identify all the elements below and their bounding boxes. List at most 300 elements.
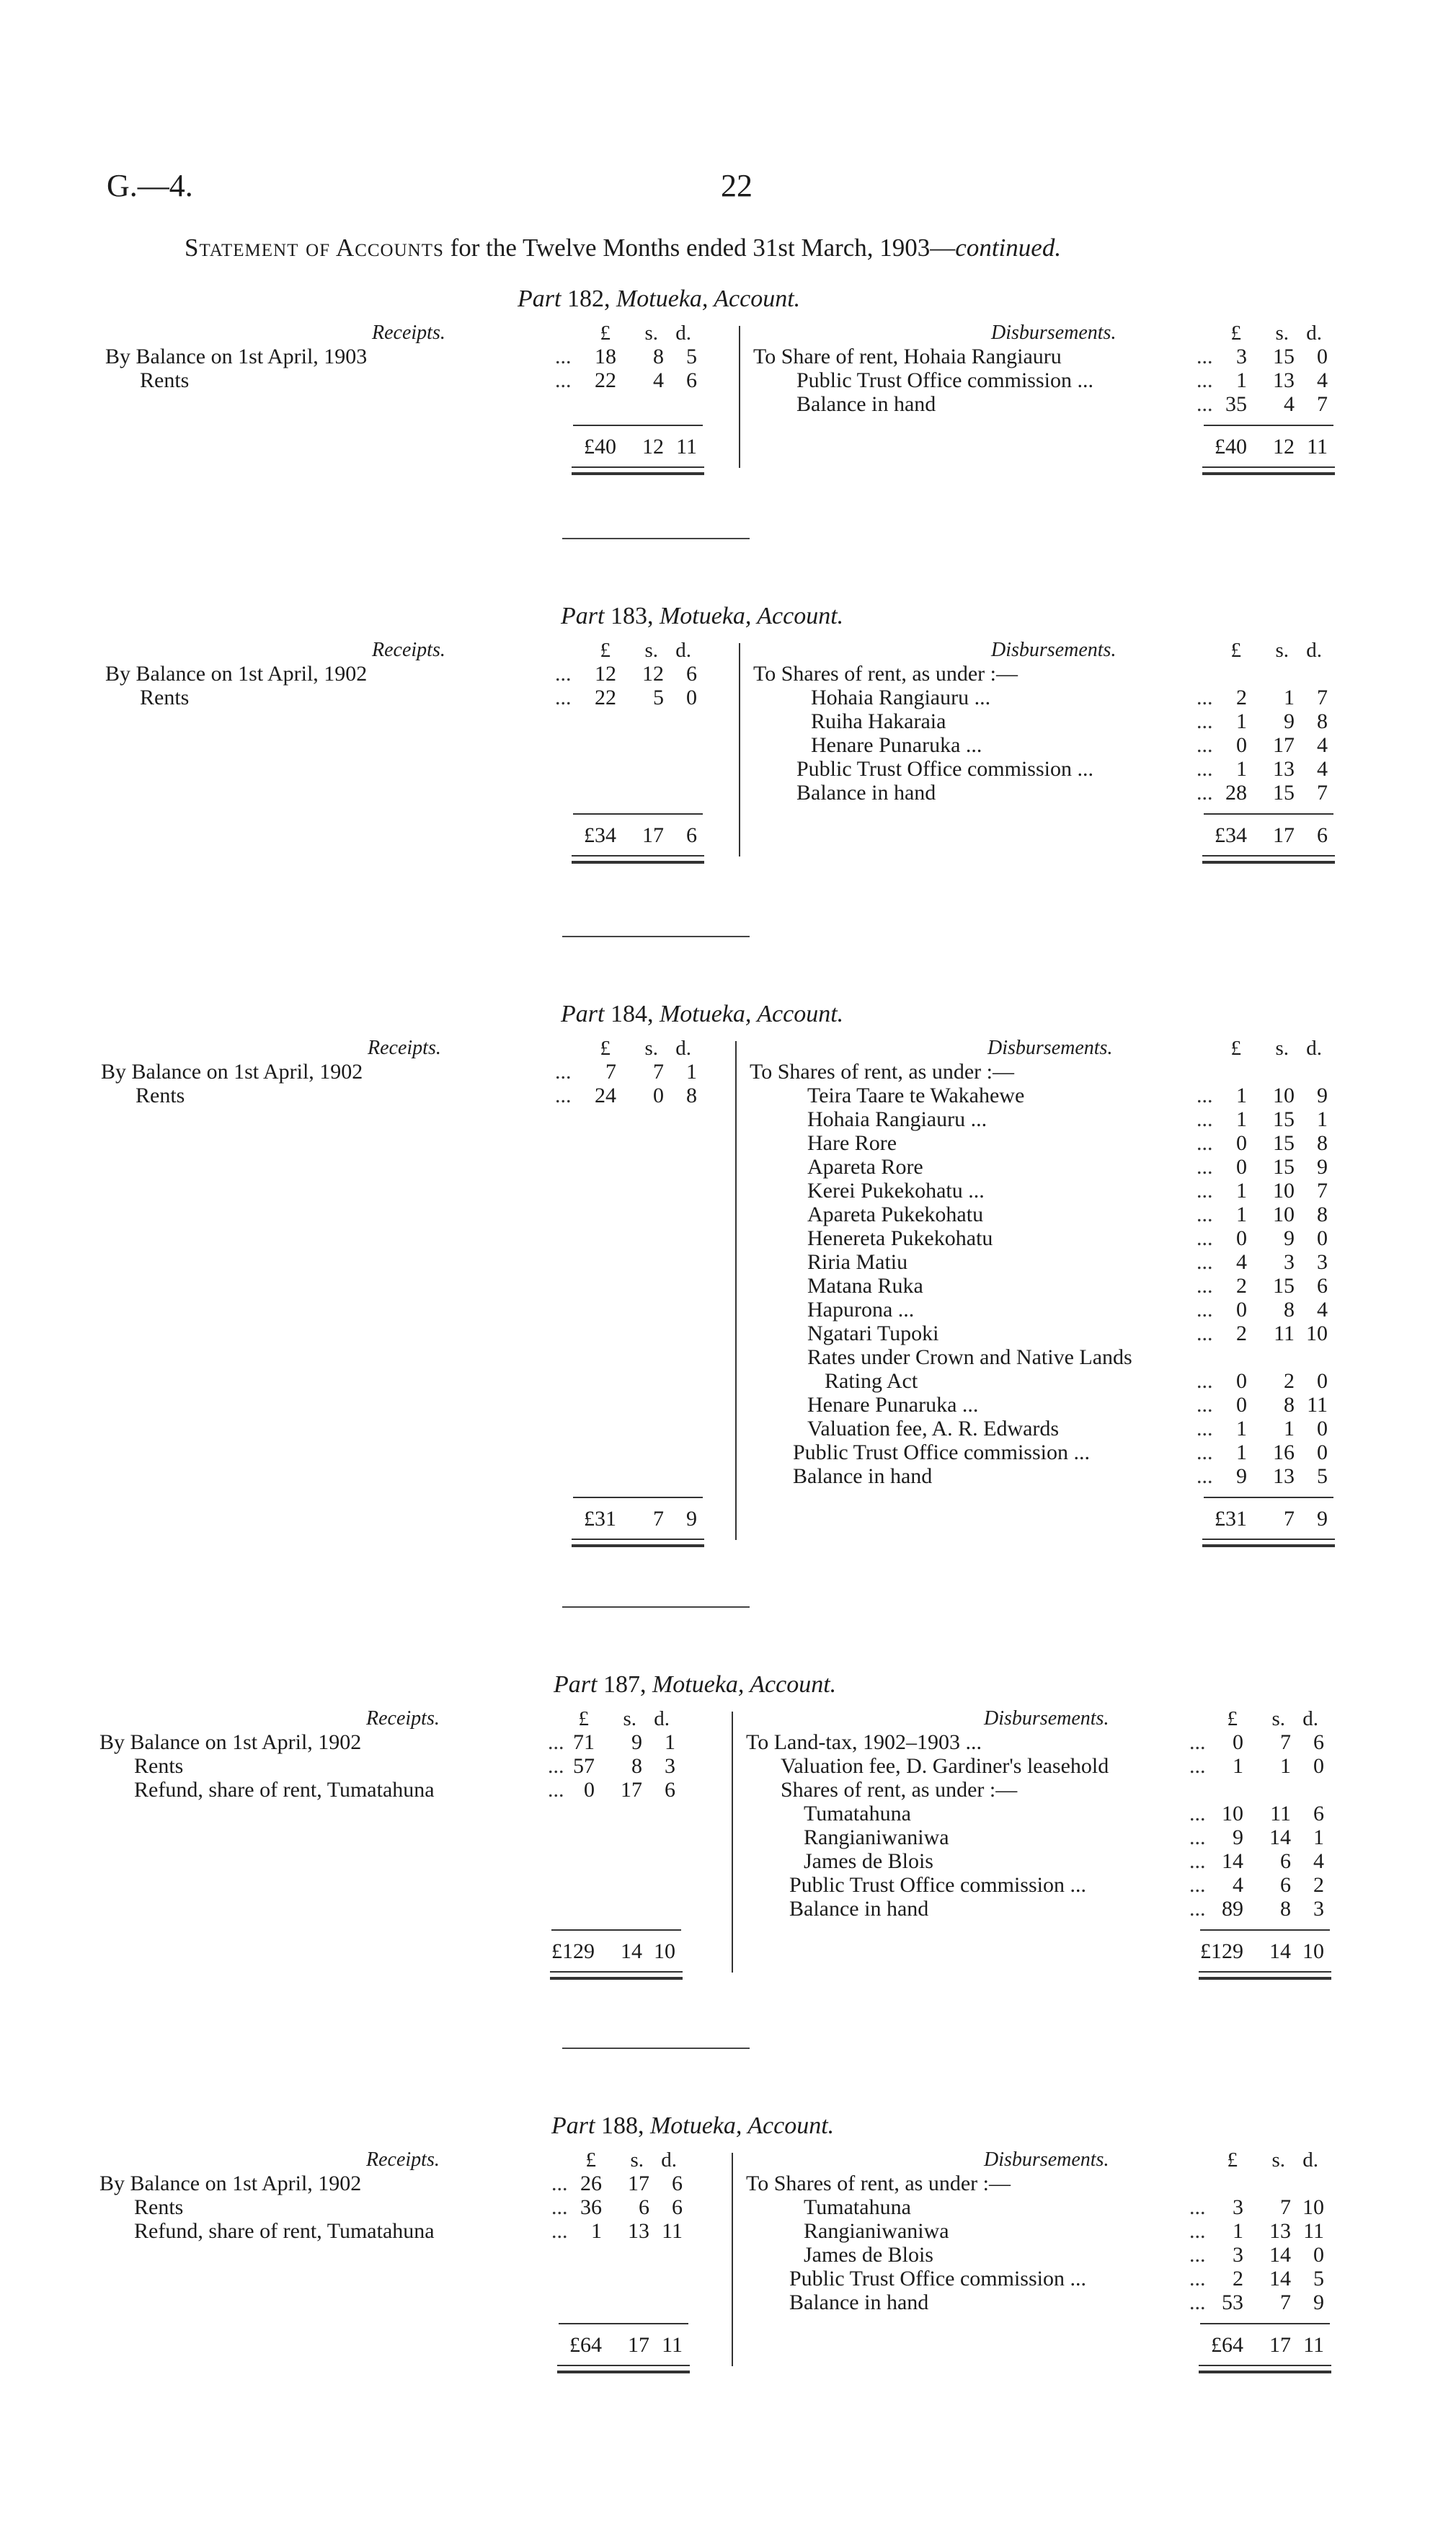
disbursement-label: Apareta Rore <box>807 1155 923 1179</box>
amount-shillings: 13 <box>1273 757 1295 781</box>
amount-pence: 11 <box>1303 2333 1324 2357</box>
amount-shillings: 8 <box>1280 1897 1291 1921</box>
currency-pence: d. <box>654 1707 670 1730</box>
subtotal-rule <box>1204 1497 1333 1498</box>
currency-shilling: s. <box>644 1037 658 1060</box>
part-title <box>561 1001 843 1028</box>
amount-pence: 4 <box>1317 368 1328 392</box>
amount-pence: 6 <box>1317 823 1328 847</box>
currency-pound: £ <box>1230 1037 1241 1060</box>
leader-dots: ... <box>1189 2243 1206 2267</box>
disbursement-row <box>0 1778 1442 1802</box>
amount-pounds: 1 <box>1236 1203 1247 1226</box>
leader-dots: ... <box>548 1778 564 1802</box>
amount-pence: 6 <box>686 662 697 686</box>
amount-pounds: 26 <box>580 2172 602 2195</box>
amount-pounds: 0 <box>584 1778 595 1802</box>
leader-dots: ... <box>1189 1754 1206 1778</box>
part-title-prefix: Part <box>518 286 561 312</box>
column-divider <box>732 2153 733 2366</box>
amount-pence: 0 <box>1313 2243 1324 2267</box>
leader-dots: ... <box>1197 686 1213 709</box>
amount-pence: 9 <box>1317 1084 1328 1107</box>
leader-dots: ... <box>1197 1107 1213 1131</box>
receipts-heading: Receipts. <box>366 2148 440 2171</box>
amount-pounds: 1 <box>1236 709 1247 733</box>
disbursement-label: Public Trust Office commission ... <box>793 1440 1090 1464</box>
disbursement-label: Hohaia Rangiauru ... <box>811 686 991 709</box>
amount-pounds: 3 <box>1233 2243 1243 2267</box>
disbursement-label: Tumatahuna <box>804 2195 911 2219</box>
currency-shilling: s. <box>630 2148 644 2172</box>
amount-pence: 8 <box>1317 1131 1328 1155</box>
leader-dots: ... <box>555 662 572 686</box>
disbursement-label: James de Blois <box>804 2243 933 2267</box>
amount-pence: 11 <box>1307 435 1328 459</box>
page-title <box>185 234 1061 262</box>
receipt-label: Refund, share of rent, Tumatahuna <box>134 1778 435 1802</box>
leader-dots: ... <box>1197 1179 1213 1203</box>
amount-pence: 11 <box>1303 2219 1324 2243</box>
disbursement-label: Rating Act <box>825 1369 918 1393</box>
amount-pence: 0 <box>1317 1417 1328 1440</box>
amount-shillings: 4 <box>653 368 664 392</box>
currency-pound: £ <box>585 2148 596 2172</box>
amount-pounds: 4 <box>1233 1873 1243 1897</box>
disbursement-label: Balance in hand <box>796 781 936 805</box>
currency-pound: £ <box>600 639 611 662</box>
amount-pounds: 1 <box>591 2219 602 2243</box>
leader-dots: ... <box>555 686 572 709</box>
disbursements-heading: Disbursements. <box>991 639 1117 661</box>
amount-pence: 6 <box>1313 1730 1324 1754</box>
amount-pounds: 53 <box>1222 2290 1243 2314</box>
receipts-heading: Receipts. <box>372 322 445 344</box>
amount-shillings: 11 <box>1270 1802 1291 1825</box>
amount-shillings: 6 <box>1280 1873 1291 1897</box>
amount-pence: 8 <box>686 1084 697 1107</box>
leader-dots: ... <box>1189 1849 1206 1873</box>
amount-shillings: 15 <box>1273 1155 1295 1179</box>
currency-pence: d. <box>1302 1707 1318 1730</box>
amount-shillings: 17 <box>621 1778 642 1802</box>
currency-shilling: s. <box>1271 2148 1285 2172</box>
part-title-prefix: Part <box>561 603 605 629</box>
amount-pounds: 89 <box>1222 1897 1243 1921</box>
leader-dots: ... <box>1197 1203 1213 1226</box>
disbursements-heading: Disbursements. <box>991 322 1117 344</box>
amount-pence: 1 <box>1313 1825 1324 1849</box>
leader-dots: ... <box>1197 1250 1213 1274</box>
leader-dots: ... <box>555 1084 572 1107</box>
leader-dots: ... <box>1189 1873 1206 1897</box>
leader-dots: ... <box>1189 2290 1206 2314</box>
amount-pounds: 12 <box>595 662 616 686</box>
title-suffix: continued. <box>955 234 1062 262</box>
disbursement-row <box>0 662 1442 686</box>
part-title <box>551 2112 834 2140</box>
currency-pence: d. <box>1306 322 1322 345</box>
leader-dots: ... <box>1197 1440 1213 1464</box>
amount-pounds: 57 <box>573 1754 595 1778</box>
amount-pence: 7 <box>1317 1179 1328 1203</box>
column-divider <box>732 1712 733 1973</box>
account-section <box>0 1671 1456 2104</box>
receipts-heading: Receipts. <box>366 1707 440 1730</box>
amount-shillings: 12 <box>1273 435 1295 459</box>
disbursement-label: To Shares of rent, as under :— <box>746 2172 1011 2195</box>
disbursement-label: Henare Punaruka ... <box>811 733 982 757</box>
leader-dots: ... <box>1197 1131 1213 1155</box>
amount-pounds: 0 <box>1236 1393 1247 1417</box>
amount-pounds: 10 <box>1222 1802 1243 1825</box>
total-double-rule <box>572 1539 704 1547</box>
receipts-heading: Receipts. <box>372 639 445 661</box>
amount-pence: 6 <box>686 368 697 392</box>
total-double-rule <box>1199 2365 1331 2373</box>
currency-pence: d. <box>675 322 691 345</box>
amount-pounds: £31 <box>1215 1507 1247 1531</box>
leader-dots: ... <box>551 2195 568 2219</box>
currency-pence: d. <box>675 639 691 662</box>
amount-pence: 4 <box>1317 757 1328 781</box>
currency-shilling: s. <box>1275 322 1289 345</box>
part-place: Motueka, Account. <box>652 1671 837 1698</box>
disbursement-label: Tumatahuna <box>804 1802 911 1825</box>
leader-dots: ... <box>548 1730 564 1754</box>
subtotal-rule <box>1204 813 1333 815</box>
leader-dots: ... <box>1189 2219 1206 2243</box>
amount-pounds: 3 <box>1236 345 1247 368</box>
part-place: Motueka, Account. <box>616 286 801 312</box>
amount-pounds: 1 <box>1236 368 1247 392</box>
amount-pence: 4 <box>1313 1849 1324 1873</box>
disbursement-label: Balance in hand <box>796 392 936 416</box>
currency-shilling: s. <box>1275 1037 1289 1060</box>
total-double-rule <box>572 855 704 864</box>
subtotal-rule <box>573 425 703 426</box>
total-double-rule <box>1202 1539 1335 1547</box>
amount-pounds: £31 <box>584 1507 616 1531</box>
amount-shillings: 14 <box>1269 1939 1291 1963</box>
disbursement-label: Balance in hand <box>793 1464 933 1488</box>
amount-pence: 7 <box>1317 686 1328 709</box>
amount-pounds: 71 <box>573 1730 595 1754</box>
total-double-rule <box>1202 855 1335 864</box>
disbursement-label: Valuation fee, D. Gardiner's leasehold <box>781 1754 1109 1778</box>
amount-pence: 0 <box>1317 1440 1328 1464</box>
amount-shillings: 15 <box>1273 1131 1295 1155</box>
amount-pence: 7 <box>1317 392 1328 416</box>
currency-shilling: s. <box>1271 1707 1285 1730</box>
amount-pounds: 0 <box>1236 733 1247 757</box>
leader-dots: ... <box>1189 1825 1206 1849</box>
amount-shillings: 8 <box>1284 1298 1295 1322</box>
amount-shillings: 17 <box>628 2333 649 2357</box>
amount-shillings: 12 <box>642 662 664 686</box>
currency-pence: d. <box>1302 2148 1318 2172</box>
leader-dots: ... <box>555 368 572 392</box>
amount-pounds: 4 <box>1236 1250 1247 1274</box>
column-divider <box>739 326 740 468</box>
amount-pounds: 0 <box>1236 1155 1247 1179</box>
amount-pounds: 18 <box>595 345 616 368</box>
currency-pence: d. <box>1306 1037 1322 1060</box>
amount-pence: 11 <box>1307 1393 1328 1417</box>
amount-pounds: 1 <box>1233 2219 1243 2243</box>
amount-pounds: £129 <box>1200 1939 1243 1963</box>
amount-shillings: 7 <box>653 1507 664 1531</box>
leader-dots: ... <box>1197 1274 1213 1298</box>
leader-dots: ... <box>1197 781 1213 805</box>
leader-dots: ... <box>1189 2195 1206 2219</box>
subtotal-rule <box>1204 425 1333 426</box>
subtotal-rule <box>559 2323 688 2324</box>
currency-shilling: s. <box>623 1707 636 1730</box>
amount-shillings: 7 <box>1280 2195 1291 2219</box>
leader-dots: ... <box>1197 1298 1213 1322</box>
currency-pound: £ <box>1230 639 1241 662</box>
amount-pounds: 2 <box>1236 686 1247 709</box>
amount-shillings: 17 <box>628 2172 649 2195</box>
disbursement-label: To Land-tax, 1902–1903 ... <box>746 1730 982 1754</box>
disbursement-label: To Shares of rent, as under :— <box>750 1060 1014 1084</box>
leader-dots: ... <box>1197 1155 1213 1179</box>
page-number: 22 <box>721 168 753 203</box>
currency-shilling: s. <box>1275 639 1289 662</box>
amount-pence: 11 <box>662 2333 683 2357</box>
section-separator <box>562 2048 750 2049</box>
amount-pence: 5 <box>686 345 697 368</box>
receipt-label: By Balance on 1st April, 1902 <box>105 662 368 686</box>
amount-pounds: 0 <box>1233 1730 1243 1754</box>
amount-pence: 5 <box>1313 2267 1324 2290</box>
amount-pence: 0 <box>686 686 697 709</box>
disbursement-label: Hapurona ... <box>807 1298 915 1322</box>
leader-dots: ... <box>1189 1897 1206 1921</box>
leader-dots: ... <box>1197 757 1213 781</box>
amount-shillings: 16 <box>1273 1440 1295 1464</box>
account-section <box>0 603 1456 1035</box>
leader-dots: ... <box>1189 2267 1206 2290</box>
disbursement-label: To Share of rent, Hohaia Rangiauru <box>753 345 1062 368</box>
subtotal-rule <box>573 813 703 815</box>
amount-pence: 3 <box>665 1754 675 1778</box>
amount-pence: 6 <box>1313 1802 1324 1825</box>
disbursement-label: Rangianiwaniwa <box>804 1825 949 1849</box>
disbursement-label: Teira Taare te Wakahewe <box>807 1084 1025 1107</box>
amount-shillings: 13 <box>1273 368 1295 392</box>
receipt-label: By Balance on 1st April, 1903 <box>105 345 368 368</box>
disbursement-label: Hare Rore <box>807 1131 897 1155</box>
amount-pounds: 1 <box>1233 1754 1243 1778</box>
part-number: 188, <box>600 2112 644 2139</box>
currency-shilling: s. <box>644 322 658 345</box>
amount-shillings: 1 <box>1284 1417 1295 1440</box>
part-title-prefix: Part <box>561 1001 605 1027</box>
receipt-label: Rents <box>134 2195 184 2219</box>
amount-pence: 1 <box>1317 1107 1328 1131</box>
receipt-label: Rents <box>134 1754 184 1778</box>
column-divider <box>735 1041 737 1540</box>
amount-pence: 5 <box>1317 1464 1328 1488</box>
amount-pounds: 1 <box>1236 757 1247 781</box>
amount-shillings: 10 <box>1273 1179 1295 1203</box>
leader-dots: ... <box>548 1754 564 1778</box>
amount-shillings: 7 <box>1284 1507 1295 1531</box>
amount-shillings: 17 <box>1269 2333 1291 2357</box>
amount-pence: 10 <box>1306 1322 1328 1345</box>
amount-pence: 6 <box>672 2195 683 2219</box>
disbursement-label: Apareta Pukekohatu <box>807 1203 984 1226</box>
leader-dots: ... <box>1197 733 1213 757</box>
currency-pence: d. <box>661 2148 677 2172</box>
amount-shillings: 2 <box>1284 1369 1295 1393</box>
amount-pounds: 9 <box>1233 1825 1243 1849</box>
subtotal-rule <box>573 1497 703 1498</box>
part-number: 183, <box>610 603 654 629</box>
leader-dots: ... <box>1197 392 1213 416</box>
amount-shillings: 14 <box>1269 1825 1291 1849</box>
amount-shillings: 15 <box>1273 1107 1295 1131</box>
section-separator <box>562 936 750 937</box>
disbursement-label: Ruiha Hakaraia <box>811 709 946 733</box>
amount-shillings: 10 <box>1273 1203 1295 1226</box>
amount-pounds: 28 <box>1225 781 1247 805</box>
disbursement-label: To Shares of rent, as under :— <box>753 662 1018 686</box>
amount-shillings: 9 <box>631 1730 642 1754</box>
disbursement-label: Henare Punaruka ... <box>807 1393 979 1417</box>
currency-pound: £ <box>1227 1707 1238 1730</box>
receipt-label: By Balance on 1st April, 1902 <box>99 2172 362 2195</box>
amount-pence: 0 <box>1317 1369 1328 1393</box>
currency-pound: £ <box>600 1037 611 1060</box>
total-double-rule <box>1202 466 1335 475</box>
leader-dots: ... <box>555 345 572 368</box>
receipt-label: By Balance on 1st April, 1902 <box>101 1060 363 1084</box>
amount-pounds: £129 <box>551 1939 595 1963</box>
amount-shillings: 13 <box>1273 1464 1295 1488</box>
receipt-label: Rents <box>140 368 190 392</box>
amount-shillings: 1 <box>1280 1754 1291 1778</box>
leader-dots: ... <box>1197 1393 1213 1417</box>
amount-pence: 9 <box>1317 1507 1328 1531</box>
amount-pence: 9 <box>1317 1155 1328 1179</box>
total-double-rule <box>1199 1971 1331 1980</box>
disbursement-label: Valuation fee, A. R. Edwards <box>807 1417 1060 1440</box>
amount-pence: 0 <box>1317 1226 1328 1250</box>
part-title-prefix: Part <box>551 2112 595 2139</box>
leader-dots: ... <box>1197 345 1213 368</box>
amount-pounds: 22 <box>595 368 616 392</box>
amount-pounds: 36 <box>580 2195 602 2219</box>
leader-dots: ... <box>1197 1369 1213 1393</box>
receipts-heading: Receipts. <box>368 1037 441 1059</box>
amount-shillings: 14 <box>1269 2267 1291 2290</box>
series-code: G.—4. <box>107 168 193 203</box>
amount-shillings: 7 <box>653 1060 664 1084</box>
amount-pence: 1 <box>686 1060 697 1084</box>
amount-pence: 6 <box>672 2172 683 2195</box>
amount-shillings: 8 <box>631 1754 642 1778</box>
amount-shillings: 10 <box>1273 1084 1295 1107</box>
amount-pounds: 1 <box>1236 1417 1247 1440</box>
disbursement-label: Rangianiwaniwa <box>804 2219 949 2243</box>
amount-pence: 8 <box>1317 709 1328 733</box>
amount-pounds: 35 <box>1225 392 1247 416</box>
amount-shillings: 14 <box>621 1939 642 1963</box>
amount-shillings: 7 <box>1280 1730 1291 1754</box>
disbursement-label: Shares of rent, as under :— <box>781 1778 1018 1802</box>
amount-pence: 10 <box>1302 2195 1324 2219</box>
subtotal-rule <box>551 1929 681 1931</box>
subtotal-rule <box>1200 1929 1330 1931</box>
amount-shillings: 17 <box>642 823 664 847</box>
amount-shillings: 8 <box>1284 1393 1295 1417</box>
amount-shillings: 0 <box>653 1084 664 1107</box>
amount-pounds: 0 <box>1236 1131 1247 1155</box>
amount-pence: 4 <box>1317 1298 1328 1322</box>
disbursement-row <box>0 1345 1442 1370</box>
amount-pounds: 1 <box>1236 1084 1247 1107</box>
disbursement-label: Balance in hand <box>789 1897 929 1921</box>
total-double-rule <box>557 2365 690 2373</box>
amount-shillings: 17 <box>1273 823 1295 847</box>
leader-dots: ... <box>1189 1802 1206 1825</box>
leader-dots: ... <box>1197 1226 1213 1250</box>
title-main: for the Twelve Months ended 31st March, 1903— <box>443 234 956 262</box>
disbursement-label: James de Blois <box>804 1849 933 1873</box>
leader-dots: ... <box>1197 368 1213 392</box>
total-double-rule <box>572 466 704 475</box>
account-section <box>0 1001 1456 1531</box>
disbursements-heading: Disbursements. <box>987 1037 1113 1059</box>
amount-pounds: 2 <box>1236 1274 1247 1298</box>
amount-pence: 11 <box>662 2219 683 2243</box>
currency-shilling: s. <box>644 639 658 662</box>
amount-shillings: 8 <box>653 345 664 368</box>
amount-shillings: 3 <box>1284 1250 1295 1274</box>
amount-pence: 10 <box>1302 1939 1324 1963</box>
amount-pence: 6 <box>1317 1274 1328 1298</box>
column-divider <box>739 643 740 857</box>
amount-shillings: 6 <box>1280 1849 1291 1873</box>
receipt-label: Rents <box>136 1084 185 1107</box>
section-separator <box>562 538 750 539</box>
amount-shillings: 11 <box>1274 1322 1295 1345</box>
receipt-label: By Balance on 1st April, 1902 <box>99 1730 362 1754</box>
disbursement-label: Ngatari Tupoki <box>807 1322 939 1345</box>
amount-shillings: 5 <box>653 686 664 709</box>
amount-pence: 9 <box>1313 2290 1324 2314</box>
part-title <box>554 1671 836 1699</box>
amount-pounds: 1 <box>1236 1107 1247 1131</box>
amount-pounds: 2 <box>1236 1322 1247 1345</box>
amount-pounds: 0 <box>1236 1298 1247 1322</box>
leader-dots: ... <box>1197 1464 1213 1488</box>
amount-shillings: 15 <box>1273 1274 1295 1298</box>
disbursement-label: Riria Matiu <box>807 1250 908 1274</box>
subtotal-rule <box>1200 2323 1330 2324</box>
part-title <box>561 603 843 630</box>
amount-pounds: 3 <box>1233 2195 1243 2219</box>
amount-shillings: 17 <box>1273 733 1295 757</box>
amount-shillings: 1 <box>1284 686 1295 709</box>
disbursement-row <box>0 2172 1442 2196</box>
amount-pounds: 0 <box>1236 1369 1247 1393</box>
total-double-rule <box>550 1971 683 1980</box>
disbursement-label: Hohaia Rangiauru ... <box>807 1107 987 1131</box>
